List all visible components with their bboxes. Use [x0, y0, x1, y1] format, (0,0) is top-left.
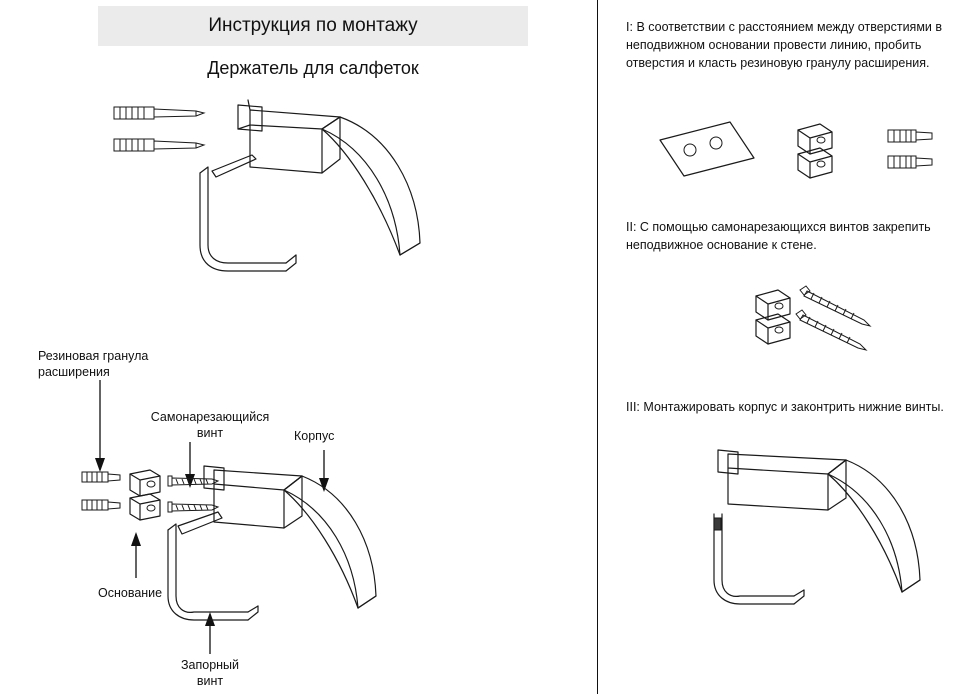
- step-3-assembly-drawing: [700, 440, 960, 640]
- label-rubber-granule: Резиновая гранула расширения: [38, 349, 149, 379]
- step-2-text: [626, 218, 956, 254]
- label-self-tapping-screw: Самонарезающийся винт: [150, 410, 270, 440]
- label-base: Основание: [98, 586, 163, 600]
- self-tapping-screw-part: [168, 476, 218, 512]
- base-part: [130, 470, 160, 520]
- step-2-parts-drawing: [740, 282, 940, 362]
- column-divider: [597, 0, 598, 694]
- step-3-body: Монтажировать корпус и законтрить нижние винты.: [643, 400, 944, 414]
- label-locking-screw: Запорный винт: [180, 658, 240, 688]
- step-1-marker: I:: [626, 20, 633, 34]
- rubber-granule-part: [82, 472, 120, 510]
- page-subtitle: Держатель для салфеток: [207, 58, 419, 78]
- page-title-banner: [98, 6, 528, 46]
- step-3-text: [626, 398, 966, 416]
- step-3-marker: III:: [626, 400, 640, 414]
- exploded-view-drawing: [72, 460, 452, 640]
- step-1-text: [626, 18, 956, 72]
- label-body: Корпус: [294, 429, 335, 443]
- step-1-body: В соответствии с расстоянием между отверстиями в неподвижном основании провести линию, пробить отверстия и класть резиновую гранулу расширения.: [626, 20, 943, 70]
- step-1-parts-drawing: [640, 112, 960, 192]
- assembled-holder-drawing: [100, 95, 440, 305]
- step-2-body: С помощью самонарезающихся винтов закрепить неподвижное основание к стене.: [626, 220, 931, 252]
- body-part: [168, 466, 376, 620]
- page-title: Инструкция по монтажу: [208, 15, 418, 36]
- step-2-marker: II:: [626, 220, 637, 234]
